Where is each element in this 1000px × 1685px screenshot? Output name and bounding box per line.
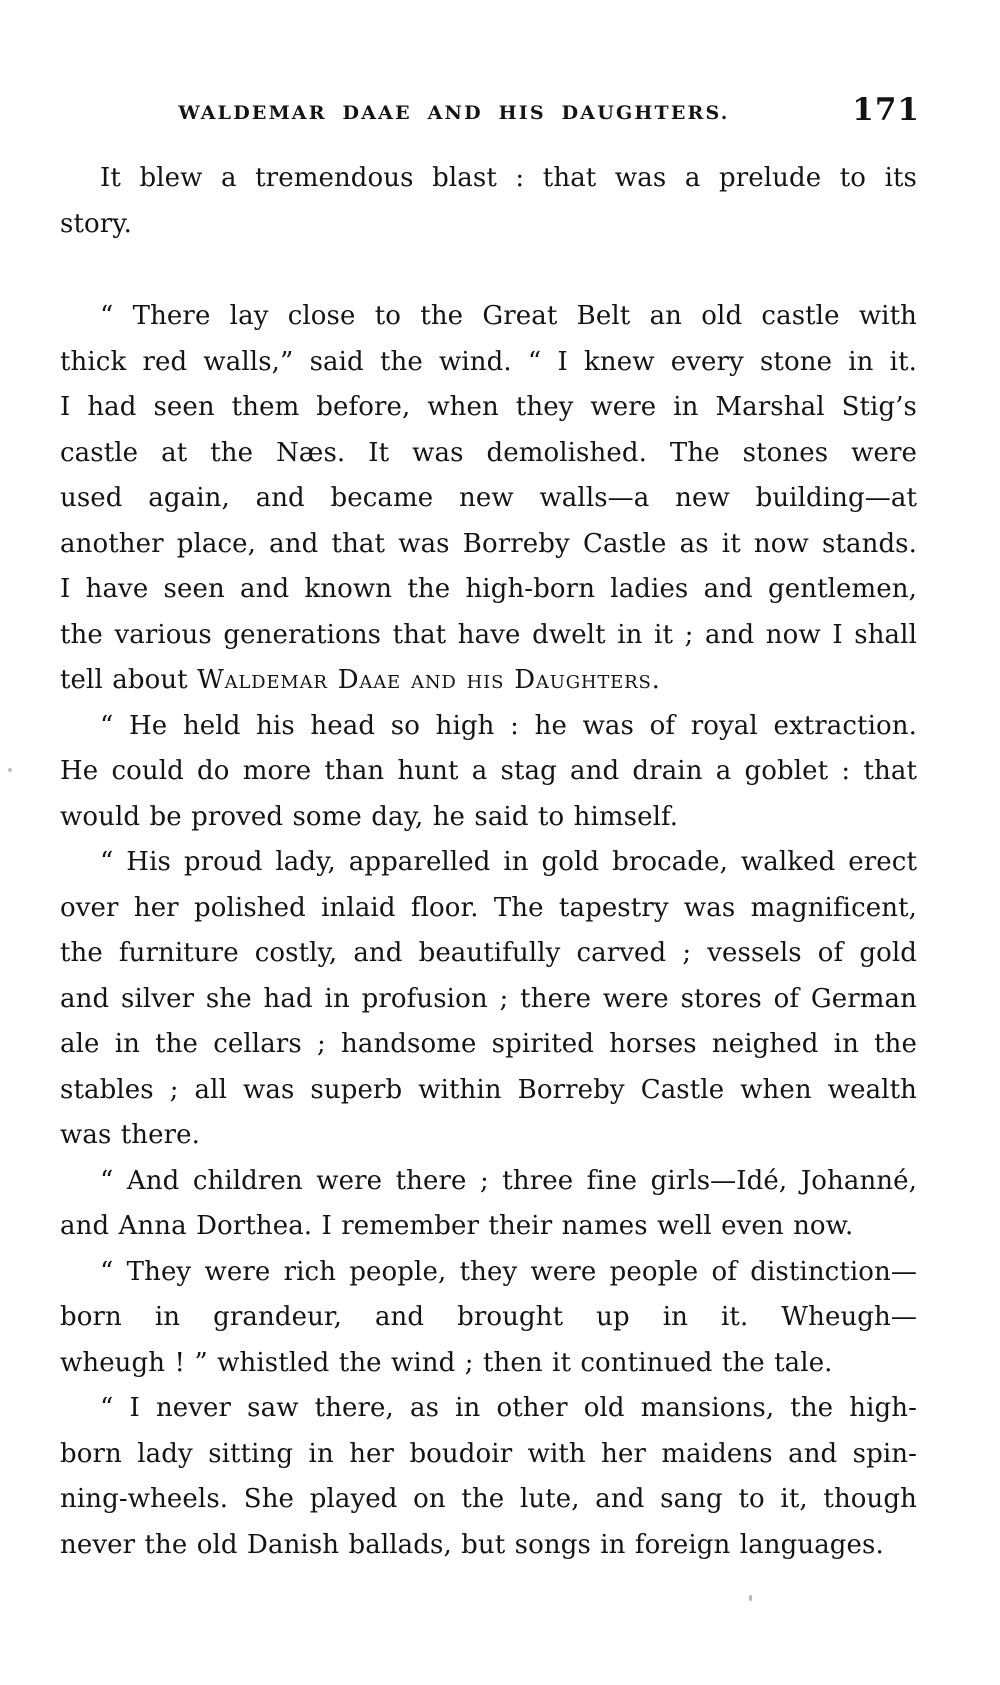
text-line: ale in the cellars ; handsome spirited horses neighed in the [60, 1029, 917, 1059]
text-line: used again, and became new walls—a new building—at [60, 483, 917, 513]
text-line: thick red walls,” said the wind. “ I knew every stone in it. [60, 346, 917, 377]
text-line: was there. [60, 1120, 201, 1150]
text-line: born in grandeur, and brought up in it. Wheugh— [60, 1302, 917, 1332]
text-line: He could do more than hunt a stag and drain a goblet : that [60, 756, 917, 786]
text-line: “ His proud lady, apparelled in gold brocade, walked erect [100, 847, 917, 877]
text-line: would be proved some day, he said to himself. [60, 801, 679, 832]
text-line: stables ; all was superb within Borreby Castle when wealth [60, 1074, 917, 1105]
paragraph [60, 840, 917, 1159]
text-run: tell about [60, 665, 198, 695]
ink-speck [8, 768, 12, 772]
text-line: the furniture costly, and beautifully carved ; vessels of gold [60, 938, 917, 968]
text-line-smallcaps [60, 658, 917, 704]
paragraph [60, 704, 917, 841]
text-line: never the old Danish ballads, but songs in foreign languages. [60, 1529, 884, 1560]
smallcaps-phrase: Waldemar Daae and his Daughters. [197, 665, 661, 695]
text-line: another place, and that was Borreby Castle as it now stands. [60, 528, 917, 559]
page-number: 171 [852, 92, 920, 128]
text-line: It blew a tremendous blast : that was a prelude to its [100, 163, 917, 193]
text-line: the various generations that have dwelt in it ; and now I shall [60, 619, 917, 650]
paragraph [60, 294, 917, 704]
text-line: “ He held his head so high : he was of royal extraction. [100, 710, 917, 741]
text-line: I had seen them before, when they were in Marshal Stig’s [60, 392, 917, 422]
text-line: over her polished inlaid floor. The tapestry was magnificent, [60, 892, 917, 923]
paragraph [60, 1159, 917, 1250]
text-line: “ They were rich people, they were people of distinction— [100, 1256, 917, 1287]
paragraph [60, 1250, 917, 1387]
text-line: “ And children were there ; three fine girls—Idé, Johanné, [100, 1165, 917, 1196]
text-line: “ I never saw there, as in other old mansions, the high- [100, 1393, 917, 1423]
text-line: I have seen and known the high-born ladies and gentlemen, [60, 574, 917, 604]
text-line: ning-wheels. She played on the lute, and sang to it, though [60, 1484, 917, 1514]
paragraph [60, 1386, 917, 1568]
text-line: “ There lay close to the Great Belt an old castle with [100, 301, 917, 331]
text-line: born lady sitting in her boudoir with her maidens and spin- [60, 1438, 917, 1469]
paragraph [60, 156, 917, 247]
text-line: wheugh ! ” whistled the wind ; then it continued the tale. [60, 1347, 833, 1378]
text-line: and silver she had in profusion ; there were stores of German [60, 983, 917, 1014]
ink-speck [749, 1595, 752, 1601]
text-line: story. [60, 208, 132, 239]
running-header-title: WALDEMAR DAAE AND HIS DAUGHTERS. [178, 102, 730, 124]
text-line: castle at the Næs. It was demolished. The stones were [60, 437, 917, 468]
body-text [60, 156, 917, 1568]
text-line: and Anna Dorthea. I remember their names well even now. [60, 1211, 854, 1241]
